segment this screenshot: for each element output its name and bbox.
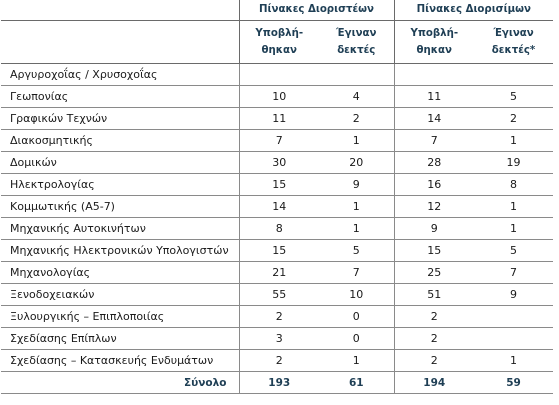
col-header-submitted-1: Υποβλή- θηκαν — [239, 21, 319, 64]
accepted-eligibles-value: 2 — [474, 108, 553, 130]
total-label: Σύνολο — [1, 372, 239, 394]
submitted-appointees-value: 21 — [239, 262, 319, 284]
accepted-appointees-value: 1 — [319, 218, 394, 240]
table-row — [1, 86, 553, 108]
submitted-eligibles-value — [394, 64, 474, 86]
group-header-appointees: Πίνακες Διοριστέων — [239, 0, 394, 21]
specialty-name: Γεωπονίας — [1, 86, 239, 108]
submitted-appointees-value — [239, 64, 319, 86]
submitted-eligibles-value: 15 — [394, 240, 474, 262]
header-row-groups — [1, 0, 553, 21]
submitted-appointees-value: 14 — [239, 196, 319, 218]
table-row — [1, 350, 553, 372]
col-header-accepted-1: Έγιναν δεκτές — [319, 21, 394, 64]
table-row — [1, 284, 553, 306]
accepted-appointees-value: 10 — [319, 284, 394, 306]
table-row — [1, 196, 553, 218]
submitted-eligibles-value: 2 — [394, 306, 474, 328]
accepted-eligibles-value — [474, 306, 553, 328]
submitted-eligibles-value: 28 — [394, 152, 474, 174]
submitted-eligibles-value: 9 — [394, 218, 474, 240]
col-header-submitted-2: Υποβλή- θηκαν — [394, 21, 474, 64]
submitted-appointees-value: 15 — [239, 240, 319, 262]
submitted-appointees-value: 8 — [239, 218, 319, 240]
specialty-name: Αργυροχοΐας / Χρυσοχοΐας — [1, 64, 239, 86]
accepted-eligibles-value: 1 — [474, 350, 553, 372]
applications-table — [1, 0, 553, 394]
table-row — [1, 218, 553, 240]
accepted-appointees-value: 1 — [319, 350, 394, 372]
specialty-name: Μηχανολογίας — [1, 262, 239, 284]
specialty-name: Δομικών — [1, 152, 239, 174]
accepted-appointees-value: 0 — [319, 306, 394, 328]
specialty-name: Γραφικών Τεχνών — [1, 108, 239, 130]
accepted-eligibles-value: 1 — [474, 130, 553, 152]
submitted-appointees-value: 55 — [239, 284, 319, 306]
accepted-appointees-value: 9 — [319, 174, 394, 196]
table-row — [1, 240, 553, 262]
total-submitted-eligibles: 194 — [394, 372, 474, 394]
header-empty-cell — [1, 0, 239, 21]
accepted-eligibles-value: 5 — [474, 86, 553, 108]
specialty-name: Μηχανικής Αυτοκινήτων — [1, 218, 239, 240]
submitted-appointees-value: 10 — [239, 86, 319, 108]
accepted-appointees-value: 1 — [319, 196, 394, 218]
accepted-eligibles-value: 7 — [474, 262, 553, 284]
accepted-appointees-value: 7 — [319, 262, 394, 284]
accepted-appointees-value: 4 — [319, 86, 394, 108]
accepted-appointees-value — [319, 64, 394, 86]
table-row — [1, 306, 553, 328]
accepted-eligibles-value: 9 — [474, 284, 553, 306]
submitted-eligibles-value: 2 — [394, 350, 474, 372]
table-row — [1, 108, 553, 130]
accepted-eligibles-value: 1 — [474, 196, 553, 218]
table-row — [1, 64, 553, 86]
submitted-eligibles-value: 14 — [394, 108, 474, 130]
submitted-appointees-value: 7 — [239, 130, 319, 152]
specialty-name: Διακοσμητικής — [1, 130, 239, 152]
col-header-accepted-2: Έγιναν δεκτές* — [474, 21, 553, 64]
total-accepted-appointees: 61 — [319, 372, 394, 394]
accepted-appointees-value: 2 — [319, 108, 394, 130]
submitted-appointees-value: 30 — [239, 152, 319, 174]
table-body — [1, 64, 553, 394]
submitted-eligibles-value: 16 — [394, 174, 474, 196]
group-header-eligibles: Πίνακες Διορισίμων — [394, 0, 553, 21]
submitted-eligibles-value: 51 — [394, 284, 474, 306]
accepted-appointees-value: 1 — [319, 130, 394, 152]
table-row — [1, 174, 553, 196]
accepted-appointees-value: 0 — [319, 328, 394, 350]
specialty-name: Μηχανικής Ηλεκτρονικών Υπολογιστών — [1, 240, 239, 262]
submitted-eligibles-value: 25 — [394, 262, 474, 284]
specialty-name: Ηλεκτρολογίας — [1, 174, 239, 196]
accepted-eligibles-value — [474, 328, 553, 350]
specialty-name: Ξενοδοχειακών — [1, 284, 239, 306]
submitted-appointees-value: 15 — [239, 174, 319, 196]
header-row-columns — [1, 21, 553, 64]
header-empty-cell — [1, 21, 239, 64]
table-row — [1, 328, 553, 350]
accepted-eligibles-value — [474, 64, 553, 86]
submitted-appointees-value: 11 — [239, 108, 319, 130]
submitted-appointees-value: 3 — [239, 328, 319, 350]
submitted-eligibles-value: 2 — [394, 328, 474, 350]
submitted-appointees-value: 2 — [239, 350, 319, 372]
table-row — [1, 262, 553, 284]
specialty-name: Σχεδίασης – Κατασκευής Ενδυμάτων — [1, 350, 239, 372]
total-row — [1, 372, 553, 394]
accepted-eligibles-value: 19 — [474, 152, 553, 174]
submitted-eligibles-value: 7 — [394, 130, 474, 152]
specialty-name: Σχεδίασης Επίπλων — [1, 328, 239, 350]
submitted-eligibles-value: 12 — [394, 196, 474, 218]
accepted-eligibles-value: 5 — [474, 240, 553, 262]
accepted-appointees-value: 5 — [319, 240, 394, 262]
submitted-appointees-value: 2 — [239, 306, 319, 328]
submitted-eligibles-value: 11 — [394, 86, 474, 108]
total-submitted-appointees: 193 — [239, 372, 319, 394]
specialty-name: Κομμωτικής (Α5-7) — [1, 196, 239, 218]
table-row — [1, 152, 553, 174]
accepted-eligibles-value: 1 — [474, 218, 553, 240]
table-row — [1, 130, 553, 152]
total-accepted-eligibles: 59 — [474, 372, 553, 394]
accepted-appointees-value: 20 — [319, 152, 394, 174]
specialty-name: Ξυλουργικής – Επιπλοποιίας — [1, 306, 239, 328]
accepted-eligibles-value: 8 — [474, 174, 553, 196]
